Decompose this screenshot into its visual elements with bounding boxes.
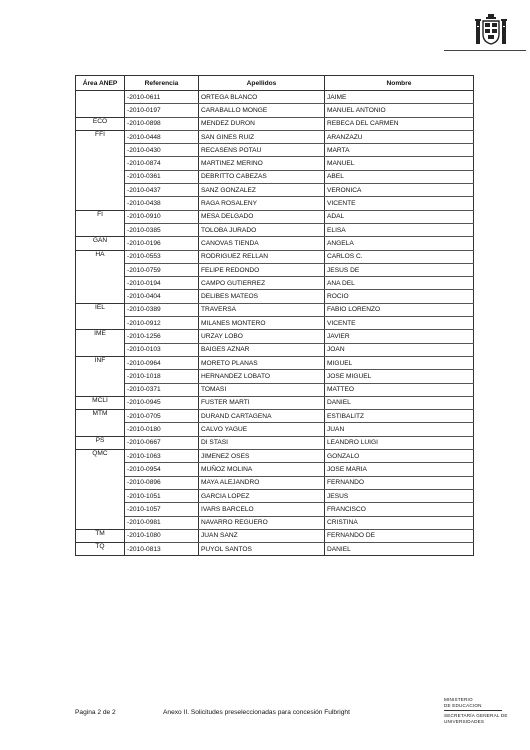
cell-area — [76, 223, 125, 236]
table-row — [76, 104, 474, 117]
cell-surnames: TOLOBA JURADO — [199, 223, 325, 236]
cell-name: JESUS — [325, 489, 474, 502]
cell-reference: -2010-0896 — [125, 476, 199, 489]
header-name: Nombre — [325, 76, 474, 91]
cell-name: ADAL — [325, 210, 474, 223]
cell-area: MCLI — [76, 396, 125, 409]
cell-reference: -2010-0194 — [125, 277, 199, 290]
cell-area — [76, 91, 125, 104]
table-row — [76, 250, 474, 263]
cell-name: ANGELA — [325, 237, 474, 250]
cell-reference: -2010-1063 — [125, 450, 199, 463]
cell-reference: -2010-1051 — [125, 489, 199, 502]
cell-area: PS — [76, 436, 125, 449]
cell-surnames: DEBRITTO CABEZAS — [199, 170, 325, 183]
cell-name: CRISTINA — [325, 516, 474, 529]
cell-name: ROCIO — [325, 290, 474, 303]
cell-area — [76, 277, 125, 290]
cell-reference: -2010-0553 — [125, 250, 199, 263]
cell-reference: -2010-0404 — [125, 290, 199, 303]
cell-name: VERONICA — [325, 184, 474, 197]
cell-name: GONZALO — [325, 450, 474, 463]
cell-name: JESUS DE — [325, 263, 474, 276]
ministry-block — [444, 697, 508, 725]
cell-reference: -2010-0813 — [125, 543, 199, 556]
cell-reference: -2010-1018 — [125, 370, 199, 383]
cell-reference: -2010-0361 — [125, 170, 199, 183]
cell-surnames: CAMPO GUTIERREZ — [199, 277, 325, 290]
cell-reference: -2010-0964 — [125, 356, 199, 369]
cell-area — [76, 463, 125, 476]
cell-name: VICENTE — [325, 317, 474, 330]
cell-area: FI — [76, 210, 125, 223]
cell-surnames: CANOVAS TIENDA — [199, 237, 325, 250]
cell-area: GAN — [76, 237, 125, 250]
cell-name: FRANCISCO — [325, 503, 474, 516]
cell-surnames: MUÑOZ MOLINA — [199, 463, 325, 476]
cell-name: JUAN — [325, 423, 474, 436]
cell-reference: -2010-0180 — [125, 423, 199, 436]
cell-area: IME — [76, 330, 125, 343]
cell-reference: -2010-0667 — [125, 436, 199, 449]
cell-surnames: CARABALLO MONGE — [199, 104, 325, 117]
cell-surnames: JIMENEZ OSES — [199, 450, 325, 463]
table-row — [76, 543, 474, 556]
table-row — [76, 463, 474, 476]
cell-area — [76, 290, 125, 303]
cell-surnames: TRAVERSA — [199, 303, 325, 316]
cell-reference: -2010-0385 — [125, 223, 199, 236]
cell-area: QMC — [76, 450, 125, 463]
cell-surnames: DI STASI — [199, 436, 325, 449]
cell-area — [76, 476, 125, 489]
cell-area — [76, 157, 125, 170]
document-title: Anexo II. Solicitudes preseleccionadas para concesión Fulbright — [163, 709, 350, 716]
cell-area — [76, 104, 125, 117]
ministry-line: MINISTERIO — [444, 697, 473, 702]
table-row — [76, 144, 474, 157]
cell-reference: -2010-0705 — [125, 410, 199, 423]
table-row — [76, 436, 474, 449]
cell-area: INF — [76, 356, 125, 369]
table-row — [76, 503, 474, 516]
cell-name: MARTA — [325, 144, 474, 157]
cell-surnames: IVARS BARCELO — [199, 503, 325, 516]
cell-reference: -2010-0874 — [125, 157, 199, 170]
table-row — [76, 170, 474, 183]
cell-name: CARLOS C. — [325, 250, 474, 263]
ministry-line: UNIVERSIDADES — [444, 718, 485, 724]
cell-name: JOAN — [325, 343, 474, 356]
cell-name: FERNANDO DE — [325, 529, 474, 542]
cell-area: MTM — [76, 410, 125, 423]
table-row — [76, 476, 474, 489]
cell-name: ARANZAZU — [325, 130, 474, 143]
cell-area — [76, 516, 125, 529]
cell-name: REBECA DEL CARMEN — [325, 117, 474, 130]
cell-name: LEANDRO LUIGI — [325, 436, 474, 449]
cell-name: ESTIBALITZ — [325, 410, 474, 423]
cell-surnames: DURAND CARTAGENA — [199, 410, 325, 423]
cell-surnames: FELIPE REDONDO — [199, 263, 325, 276]
cell-area — [76, 184, 125, 197]
table-row — [76, 317, 474, 330]
cell-name: JOSE MIGUEL — [325, 370, 474, 383]
table-row — [76, 117, 474, 130]
table-row — [76, 343, 474, 356]
header-rule — [444, 50, 526, 51]
ministry-rule — [444, 710, 502, 711]
cell-reference: -2010-0430 — [125, 144, 199, 157]
table-row — [76, 383, 474, 396]
cell-reference: -2010-1256 — [125, 330, 199, 343]
table-row — [76, 91, 474, 104]
cell-reference: -2010-0759 — [125, 263, 199, 276]
cell-name: JOSE MARIA — [325, 463, 474, 476]
cell-reference: -2010-0103 — [125, 343, 199, 356]
cell-surnames: DELIBES MATEOS — [199, 290, 325, 303]
cell-surnames: URZAY LOBO — [199, 330, 325, 343]
cell-reference: -2010-0898 — [125, 117, 199, 130]
table-row — [76, 330, 474, 343]
header-area: Área ANEP — [76, 76, 125, 91]
cell-area — [76, 263, 125, 276]
cell-surnames: MESA DELGADO — [199, 210, 325, 223]
cell-reference: -2010-0611 — [125, 91, 199, 104]
cell-reference: -2010-0389 — [125, 303, 199, 316]
cell-area: HA — [76, 250, 125, 263]
page-number: Pagina 2 de 2 — [75, 709, 116, 716]
cell-surnames: NAVARRO REGUERO — [199, 516, 325, 529]
applicants-table — [75, 75, 474, 556]
table-row — [76, 303, 474, 316]
cell-reference: -2010-0954 — [125, 463, 199, 476]
cell-name: FABIO LORENZO — [325, 303, 474, 316]
cell-name: JAIME — [325, 91, 474, 104]
table-row — [76, 290, 474, 303]
cell-surnames: HERNANDEZ LOBATO — [199, 370, 325, 383]
table-header-row — [76, 76, 474, 91]
cell-area — [76, 489, 125, 502]
cell-area: TM — [76, 529, 125, 542]
cell-surnames: MORETO PLANAS — [199, 356, 325, 369]
cell-surnames: MAYA ALEJANDRO — [199, 476, 325, 489]
cell-surnames: ORTEGA BLANCO — [199, 91, 325, 104]
table-row — [76, 489, 474, 502]
cell-area — [76, 197, 125, 210]
cell-reference: -2010-0438 — [125, 197, 199, 210]
cell-surnames: MENDEZ DURON — [199, 117, 325, 130]
cell-surnames: MILANES MONTERO — [199, 317, 325, 330]
cell-area: TQ — [76, 543, 125, 556]
cell-surnames: GARCIA LOPEZ — [199, 489, 325, 502]
table-row — [76, 396, 474, 409]
table-row — [76, 184, 474, 197]
cell-surnames: RODRIGUEZ RELLAN — [199, 250, 325, 263]
table-row — [76, 223, 474, 236]
cell-surnames: PUYOL SANTOS — [199, 543, 325, 556]
table-row — [76, 423, 474, 436]
cell-area — [76, 317, 125, 330]
table-row — [76, 450, 474, 463]
cell-name: ANA DEL — [325, 277, 474, 290]
cell-reference: -2010-0448 — [125, 130, 199, 143]
cell-area — [76, 370, 125, 383]
cell-surnames: CALVO YAGUE — [199, 423, 325, 436]
ministry-line: SECRETARÍA GENERAL DE — [444, 712, 508, 718]
cell-area — [76, 170, 125, 183]
header-surnames: Apellidos — [199, 76, 325, 91]
cell-surnames: TOMASI — [199, 383, 325, 396]
cell-surnames: MARTINEZ MERINO — [199, 157, 325, 170]
cell-surnames: BAIGES AZNAR — [199, 343, 325, 356]
cell-name: MANUEL ANTONIO — [325, 104, 474, 117]
cell-name: MANUEL — [325, 157, 474, 170]
cell-reference: -2010-0196 — [125, 237, 199, 250]
table-row — [76, 157, 474, 170]
table-row — [76, 516, 474, 529]
table-row — [76, 277, 474, 290]
cell-surnames: FUSTER MARTI — [199, 396, 325, 409]
table-row — [76, 130, 474, 143]
cell-reference: -2010-0437 — [125, 184, 199, 197]
cell-area: IEL — [76, 303, 125, 316]
cell-name: DANIEL — [325, 396, 474, 409]
cell-name: JAVIER — [325, 330, 474, 343]
cell-reference: -2010-0912 — [125, 317, 199, 330]
cell-name: FERNANDO — [325, 476, 474, 489]
cell-reference: -2010-0981 — [125, 516, 199, 529]
table-row — [76, 410, 474, 423]
coat-of-arms-icon — [474, 14, 508, 46]
table-row — [76, 197, 474, 210]
cell-area — [76, 383, 125, 396]
cell-reference: -2010-1080 — [125, 529, 199, 542]
cell-surnames: JUAN SANZ — [199, 529, 325, 542]
cell-area — [76, 144, 125, 157]
cell-reference: -2010-0197 — [125, 104, 199, 117]
cell-surnames: SAN GINES RUIZ — [199, 130, 325, 143]
table-row — [76, 210, 474, 223]
cell-name: MIGUEL — [325, 356, 474, 369]
cell-name: MATTEO — [325, 383, 474, 396]
cell-name: ABEL — [325, 170, 474, 183]
cell-area: ECO — [76, 117, 125, 130]
cell-surnames: RECASENS POTAU — [199, 144, 325, 157]
cell-area: FFI — [76, 130, 125, 143]
cell-name: DANIEL — [325, 543, 474, 556]
ministry-line: DE EDUCACION — [444, 703, 482, 708]
cell-reference: -2010-1057 — [125, 503, 199, 516]
cell-reference: -2010-0371 — [125, 383, 199, 396]
cell-surnames: RAGA ROSALENY — [199, 197, 325, 210]
table-row — [76, 237, 474, 250]
table-row — [76, 263, 474, 276]
table-row — [76, 356, 474, 369]
cell-area — [76, 423, 125, 436]
cell-name: VICENTE — [325, 197, 474, 210]
table-row — [76, 370, 474, 383]
cell-area — [76, 343, 125, 356]
cell-area — [76, 503, 125, 516]
cell-surnames: SANZ GONZALEZ — [199, 184, 325, 197]
header-reference: Referencia — [125, 76, 199, 91]
table-row — [76, 529, 474, 542]
cell-reference: -2010-0910 — [125, 210, 199, 223]
cell-reference: -2010-0945 — [125, 396, 199, 409]
cell-name: ELISA — [325, 223, 474, 236]
